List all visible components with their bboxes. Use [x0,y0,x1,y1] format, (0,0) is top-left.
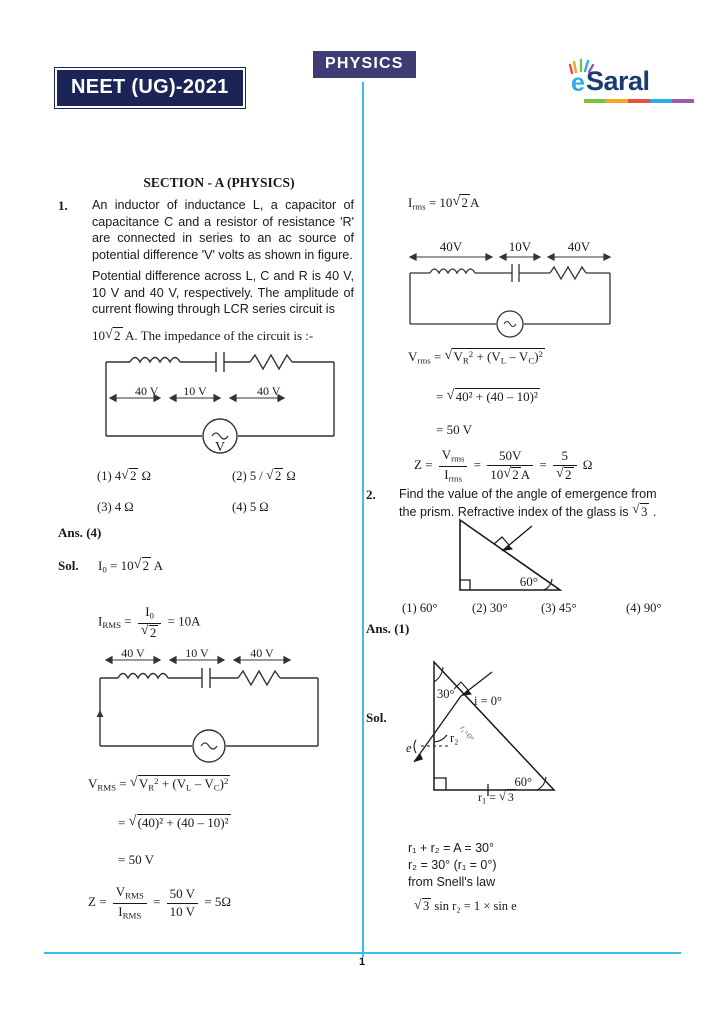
unit: Ω [582,457,593,473]
denominator: I [444,466,449,482]
question-2-answer [366,621,409,637]
numerator: I [145,604,150,619]
solution-2-prism-diagram [404,650,594,810]
question-1-circuit-diagram [98,348,348,453]
base-sub: 1 [482,796,487,806]
numerator-sub: RMS [125,890,144,901]
denominator-radicand: 2 [149,624,157,640]
question-1-option-1[interactable] [97,468,151,484]
fraction-i0-root2 [138,605,162,640]
denominator-sub: RMS [122,910,142,921]
esaral-logo [564,58,696,106]
option-value-post: Ω [259,500,269,514]
q2-text-post: . [649,504,657,519]
right-angle-marker [460,580,470,590]
answer-label: Ans. [366,621,391,636]
vr: V [453,349,463,364]
option-tag: (4) [232,500,247,514]
z-lhs: Z = [414,457,433,473]
numerator: V [441,447,452,462]
fraction-5-root2 [553,449,577,482]
question-1-solution-label: Sol. [58,558,79,573]
numerator-sub: 0 [149,610,154,621]
q1-inductor-voltage-label: 40 V [135,384,159,398]
option-value-post: Ω [283,469,296,483]
numerator-sub: rms [451,453,465,464]
snell-rest: sin r₂ = 1 × sin e [431,899,517,913]
solution-2-line-3: from Snell's law [408,875,496,889]
vl-sub: L [186,782,192,793]
question-1-answer [58,525,101,541]
right-vrms-formula: $V_{rms}$ = √ $V_R^2 + (V_L - V_C)^2$ [408,348,545,366]
sym-I: I [408,195,413,210]
perpendicular-marker [494,537,509,545]
vc-sub: C [528,355,535,366]
close: ) [534,349,539,364]
rest: + (V [476,349,501,364]
option-value-pre: 5 / [249,469,266,483]
footer-divider [44,952,681,954]
sol1-resistor-voltage-label: 40 V [250,646,274,660]
right-inductor-voltage-label: 40V [439,239,463,254]
question-1-para-1: An inductor of inductance L, a capacitor of capacitance C and a resistor of resistance 'R' are connected in series to an ac source of potential difference 'V' volts as shown in figure. [92,198,354,262]
option-value-pre: 5 [249,500,260,514]
subject-badge: PHYSICS [313,51,416,78]
question-1-option-4[interactable] [232,500,269,515]
column-divider [362,82,364,957]
denominator-sub: rms [448,473,462,484]
vr-sub: R [148,782,155,793]
question-1-para-2: Potential difference across L, C and R is 40 V, 10 V and 40 V, respectively. The amplitude of current flowing through LCR series circuit is [92,269,354,316]
numerator: 5 [553,449,577,466]
den-pre: 10 [490,467,504,483]
option-value: 90° [643,601,662,615]
sol2-r2-label: r₂ [450,731,459,745]
sym-sub: RMS [97,782,117,793]
numerator: 50V [487,449,533,466]
question-2-prism-diagram [440,518,620,600]
base-radicand: 3 [507,790,514,804]
sym-sub: rms [412,201,426,212]
q1-capacitor-voltage-label: 10 V [183,384,207,398]
option-radicand: 2 [274,469,282,483]
radicand: 2 [142,558,150,573]
question-1-number: 1. [58,198,68,213]
den-post: A [520,467,531,483]
fraction-vrms-irms [439,448,468,484]
base-right-angle [434,778,446,790]
close-sup: 2 [538,349,543,360]
question-2-option-1[interactable] [402,601,437,616]
vr-sub: R [462,355,469,366]
vr: V [138,776,149,791]
q1-amplitude-value: 10 [92,328,105,343]
option-tag: (2) [472,601,487,615]
radicand: 3 [423,899,430,913]
logo-rainbow-bar [584,99,694,103]
option-tag: (1) [402,601,417,615]
option-value: 30° [489,601,508,615]
prism-bottom-angle-label: 60° [519,574,538,589]
sym-V: V [408,349,418,364]
solution-1-impedance: Z = $\frac{V_{RMS}}{I_{RMS}}$ = $\frac{50 V}{10 V}$ = 5Ω [88,884,232,921]
right-irms-line [408,194,479,212]
rest: + (V [161,776,187,791]
sym-V: V [88,776,98,791]
sym-sub: rms [417,355,431,366]
fraction-50v-10root2 [487,449,533,482]
right-vrms-line-3: = 50 V [436,422,472,437]
option-tag: (2) [232,469,247,483]
option-value-post: Ω [124,500,134,514]
sol2-incident-label: i = 0° [474,694,503,708]
option-value-pre: 4 [114,469,122,483]
answer-value: (1) [394,621,410,636]
radicand: (40)² + (40 – 10)² [137,815,229,830]
question-2-option-2[interactable] [472,601,507,616]
sym-I: I [98,558,103,573]
q1-para3-tail: A. The impedance of the circuit is :- [122,328,314,343]
logo-wordmark: Saral [586,66,650,96]
answer-value: (4) [86,525,102,540]
fraction-50v-10v [167,887,198,919]
sol1-inductor-voltage-label: 40 V [121,646,145,660]
q1-resistor-voltage-label: 40 V [257,384,281,398]
sym-sub: RMS [102,620,121,631]
option-value-pre: 4 [114,500,125,514]
question-1-para-3 [92,327,354,345]
close: ) [219,776,224,791]
z-lhs: Z = [88,894,107,910]
base-r: r [478,790,482,804]
radicand: 40² + (40 – 10)² [455,389,538,404]
question-2-solution-label: Sol. [366,710,387,725]
fraction-vrms-irms [113,885,147,921]
page-number: 1 [358,956,366,968]
r2-angle-arc [434,735,447,742]
close-sup: 2 [223,776,229,787]
numerator: 50 V [167,887,198,904]
unit: A [469,195,480,210]
logo-letter-e: e [571,69,585,97]
solution-1-vrms-line-2: = √ (40)² + (40 – 10)² [118,814,231,831]
right-impedance: Z = $\frac{V_{rms}}{I_{rms}}$ = $\frac{50V}{10 √ 2 A}$ = 5 √ 2 Ω [414,448,592,484]
solution-1-line-2: $I_{RMS}$ = $I_0$ √ 2 = 10A [98,605,201,640]
solution-2-snell-equation [414,898,517,914]
denominator: I [118,903,123,919]
question-2-option-3[interactable] [541,601,576,616]
solution-1-vrms-formula: $V_{RMS}$ = √ $V_R^2 + (V_L - V_C)^2$ [88,775,230,793]
solution-1-vrms-line-3: = 50 V [118,852,154,867]
vr-sup: 2 [154,776,159,787]
solution-1-line-1 [98,557,163,575]
answer-label: Ans. [58,525,83,540]
solution-2-line-1: r₁ + r₂ = A = 30° [408,841,494,855]
q1-source-label: V [214,440,226,455]
solution-2-line-2: r₂ = 30° (r₁ = 0°) [408,858,497,872]
option-value-post: Ω [138,469,151,483]
den-radicand: 2 [565,467,572,483]
option-tag: (4) [626,601,641,615]
question-2-text [399,486,669,520]
solution-1-circuit-diagram [88,648,348,763]
sym-sub: 0 [102,564,107,575]
option-tag: (3) [97,500,112,514]
sym-I: I [98,613,103,629]
q1-amplitude-radicand: 2 [114,328,121,343]
question-2-option-4[interactable] [626,601,661,616]
radicand: 2 [461,195,468,210]
q2-refractive-index: 3 [641,504,648,519]
solution-2-base-label [478,789,516,805]
option-value: 60° [419,601,438,615]
question-1-option-3[interactable] [97,500,134,515]
e-angle-arc [414,740,416,753]
sol2-r1-inner-label: r₁=0° [458,723,476,744]
base-eq: = [486,790,499,804]
unit: A [153,558,164,573]
sol2-bottom-angle-label: 60° [514,775,532,789]
exam-badge: NEET (UG)-2021 [55,68,245,108]
option-tag: (3) [541,601,556,615]
sol2-emergent-label: e [406,741,412,755]
vl-sub: L [500,355,507,366]
sol2-top-angle-label: 30° [437,687,455,701]
option-tag: (1) [97,469,112,483]
q2-text-pre: Find the value of the angle of emergence from the prism. Refractive index of the glass is [399,487,657,519]
right-capacitor-voltage-label: 10V [508,239,532,254]
right-resistor-voltage-label: 40V [567,239,591,254]
result: = 5Ω [204,894,232,910]
question-1-option-2[interactable] [232,468,296,484]
numerator: V [115,884,126,899]
question-2-number: 2. [366,487,376,502]
option-radicand: 2 [130,469,137,483]
minus: – V [191,776,214,791]
den-radicand: 2 [512,467,519,483]
vr-sup: 2 [468,349,474,360]
right-vrms-line-2: = √ 40² + (40 – 10)² [436,388,540,405]
eq: = 10 [428,195,453,210]
denominator: 10 V [169,903,196,919]
option-value: 45° [558,601,577,615]
right-circuit-diagram [404,236,664,331]
result: = 10A [167,613,201,629]
sol1-capacitor-voltage-label: 10 V [185,646,209,660]
section-title: SECTION - A (PHYSICS) [143,175,295,190]
vc-sub: C [213,782,220,793]
eq: = 10 [110,558,134,573]
minus: – V [506,349,529,364]
